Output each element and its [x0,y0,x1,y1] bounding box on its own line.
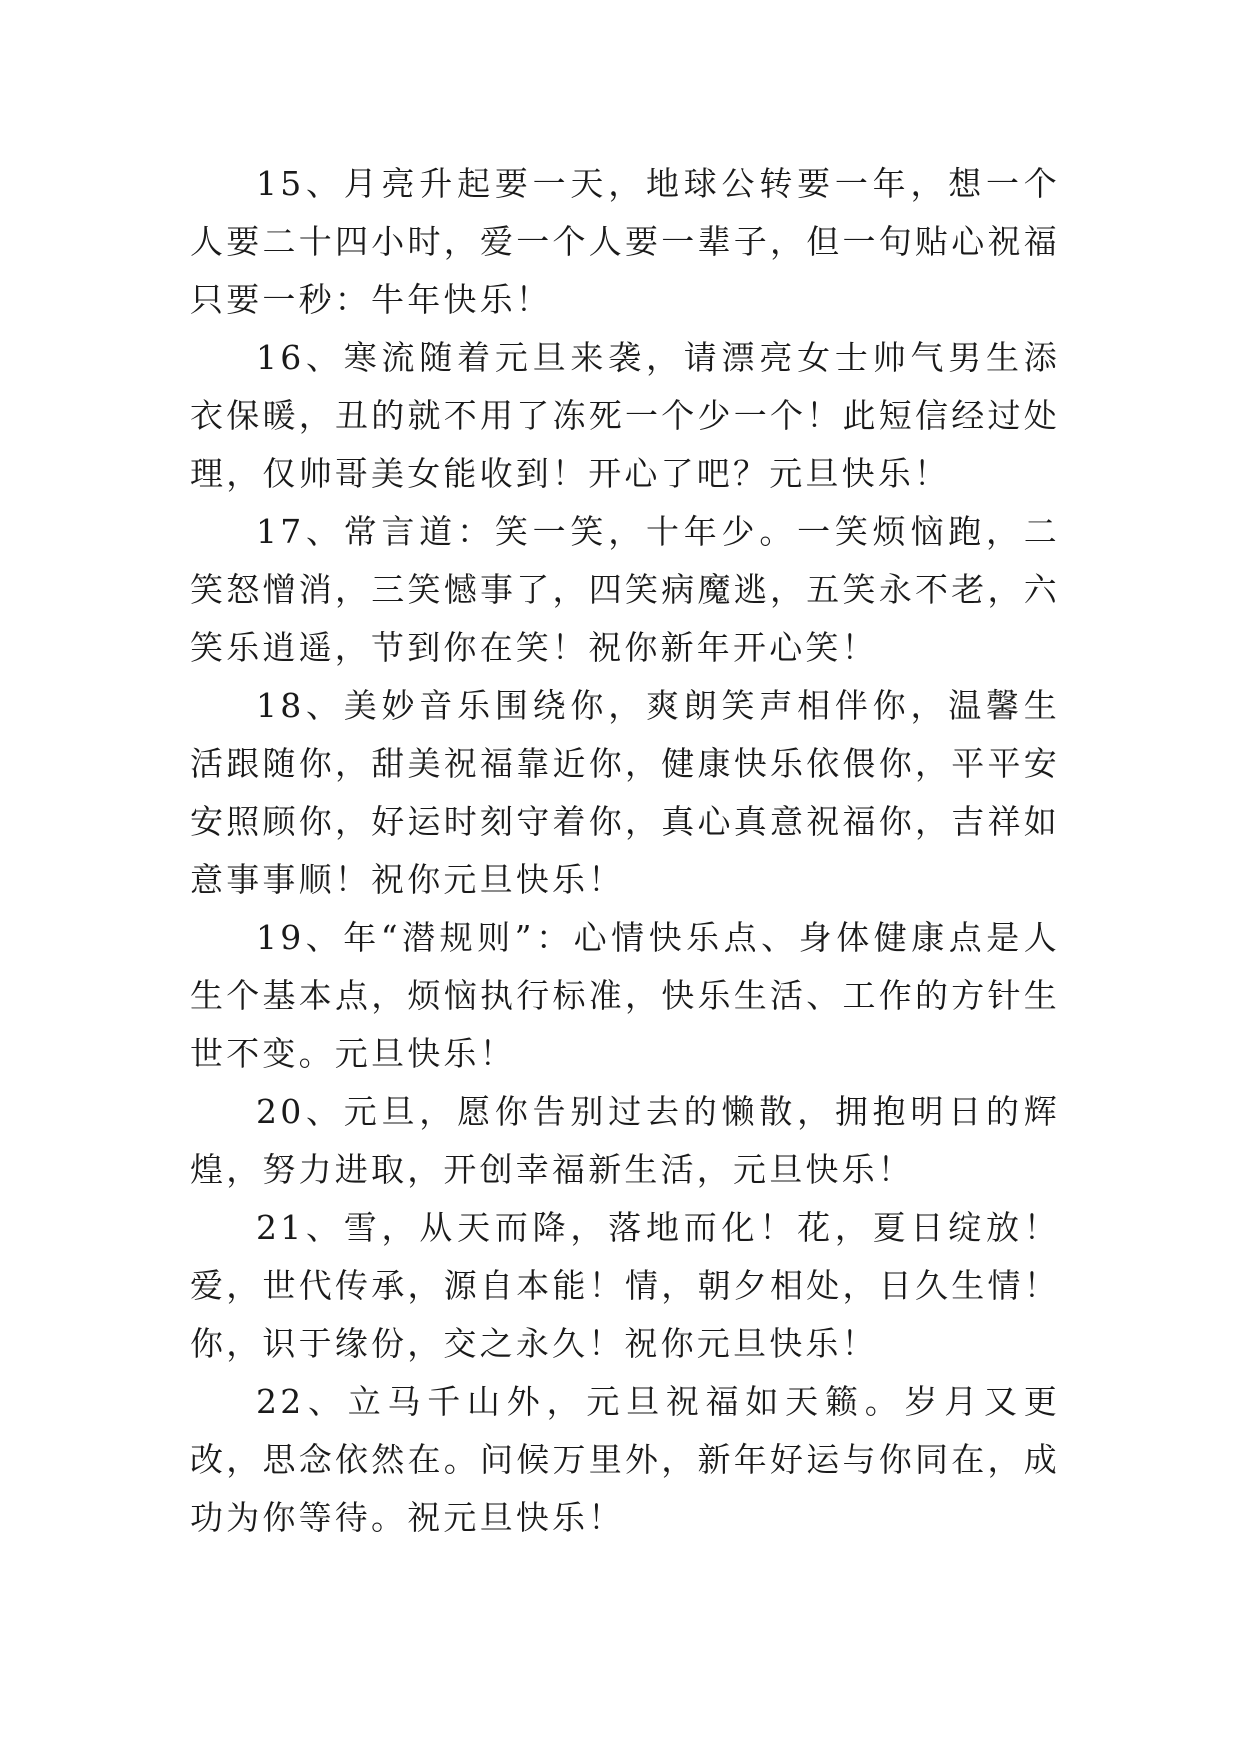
document-body [190,155,1060,1547]
paragraph-18: 18、美妙音乐围绕你，爽朗笑声相伴你，温馨生活跟随你，甜美祝福靠近你，健康快乐依偎你，平平安安照顾你，好运时刻守着你，真心真意祝福你，吉祥如意事事顺！祝你元旦快乐！ [190,686,1060,899]
paragraph-22: 22、立马千山外，元旦祝福如天籁。岁月又更改，思念依然在。问候万里外，新年好运与你同在，成功为你等待。祝元旦快乐！ [190,1382,1060,1537]
paragraph-15: 15、月亮升起要一天，地球公转要一年，想一个人要二十四小时，爱一个人要一辈子，但一句贴心祝福只要一秒：牛年快乐！ [190,164,1060,319]
paragraph-16: 16、寒流随着元旦来袭，请漂亮女士帅气男生添衣保暖，丑的就不用了冻死一个少一个！此短信经过处理，仅帅哥美女能收到！开心了吧？元旦快乐！ [190,338,1060,493]
paragraph-19: 19、年“潜规则”：心情快乐点、身体健康点是人生个基本点，烦恼执行标准，快乐生活、工作的方针生世不变。元旦快乐！ [190,918,1060,1073]
paragraph-17: 17、常言道：笑一笑，十年少。一笑烦恼跑，二笑怒憎消，三笑憾事了，四笑病魔逃，五笑永不老，六笑乐逍遥，节到你在笑！祝你新年开心笑！ [190,512,1060,667]
paragraph-20: 20、元旦，愿你告别过去的懒散，拥抱明日的辉煌，努力进取，开创幸福新生活，元旦快乐！ [190,1092,1060,1189]
paragraph-21: 21、雪，从天而降，落地而化！花，夏日绽放！爱，世代传承，源自本能！情，朝夕相处，日久生情！你，识于缘份，交之永久！祝你元旦快乐！ [190,1208,1060,1363]
